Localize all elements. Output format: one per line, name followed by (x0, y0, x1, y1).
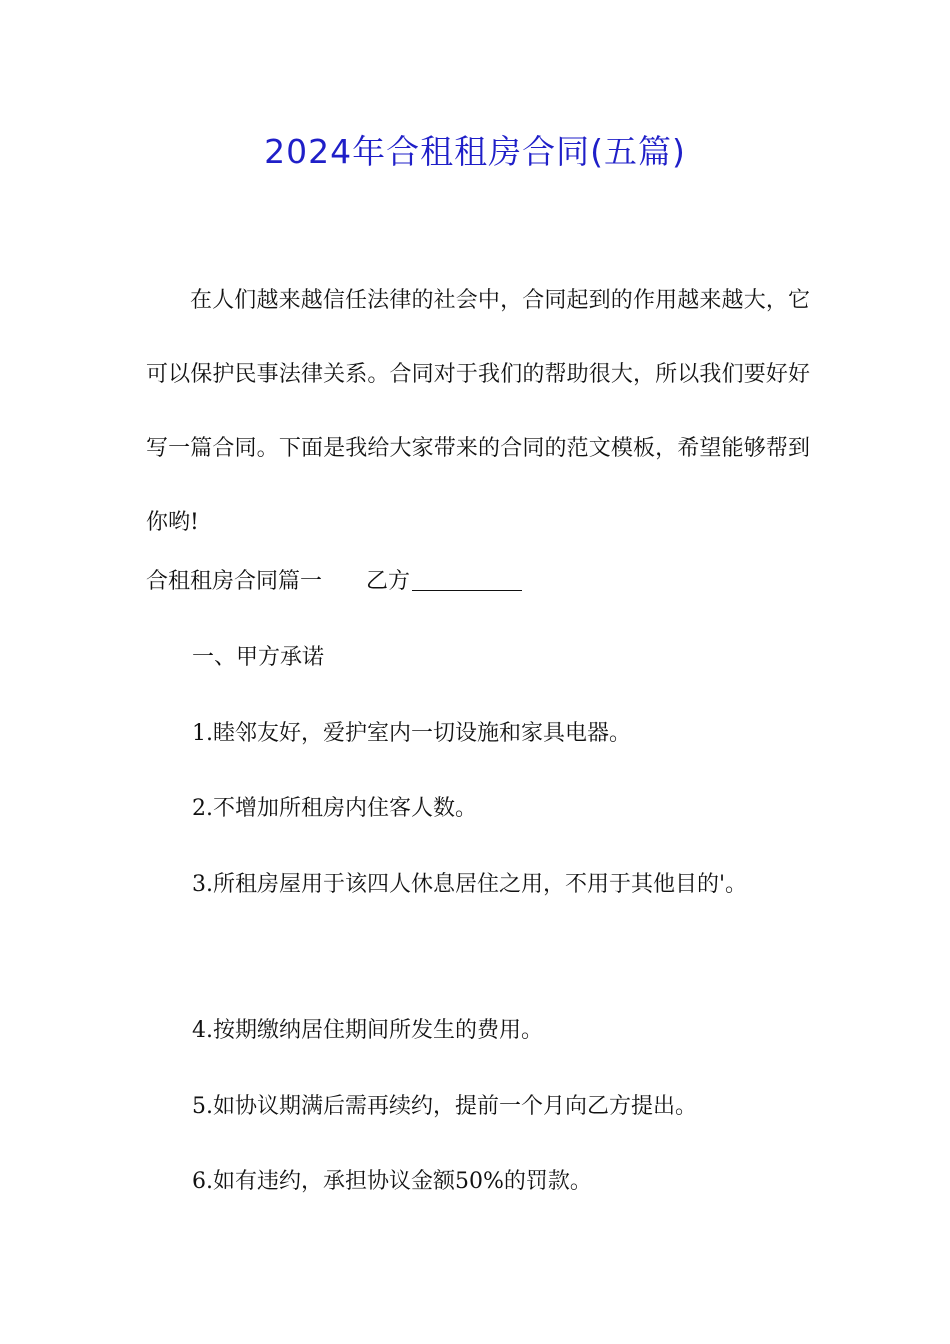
section-title: 一、甲方承诺 (192, 645, 325, 670)
intro-paragraph: 在人们越来越信任法律的社会中，合同起到的作用越来越大，它可以保护民事法律关系。合同对于我们的帮助很大，所以我们要好好写一篇合同。下面是我给大家带来的合同的范文模板，希望能够帮到你哟! (146, 288, 810, 535)
contract-heading-label: 合租租房合同篇一 (146, 569, 323, 594)
party-b-blank-line (412, 566, 522, 591)
document-title: 2024年合租租房合同(五篇) (264, 132, 686, 171)
list-item: 6.如有违约，承担协议金额50%的罚款。 (192, 1169, 592, 1194)
party-b-label: 乙方 (366, 569, 411, 594)
list-item: 3.所租房屋用于该四人休息居住之用，不用于其他目的'。 (192, 872, 748, 897)
list-item: 2.不增加所租房内住客人数。 (192, 796, 477, 821)
list-item: 4.按期缴纳居住期间所发生的费用。 (192, 1018, 543, 1043)
contract-heading (146, 562, 522, 602)
list-item: 1.睦邻友好，爱护室内一切设施和家具电器。 (192, 721, 631, 746)
list-item: 5.如协议期满后需再续约，提前一个月向乙方提出。 (192, 1094, 697, 1119)
